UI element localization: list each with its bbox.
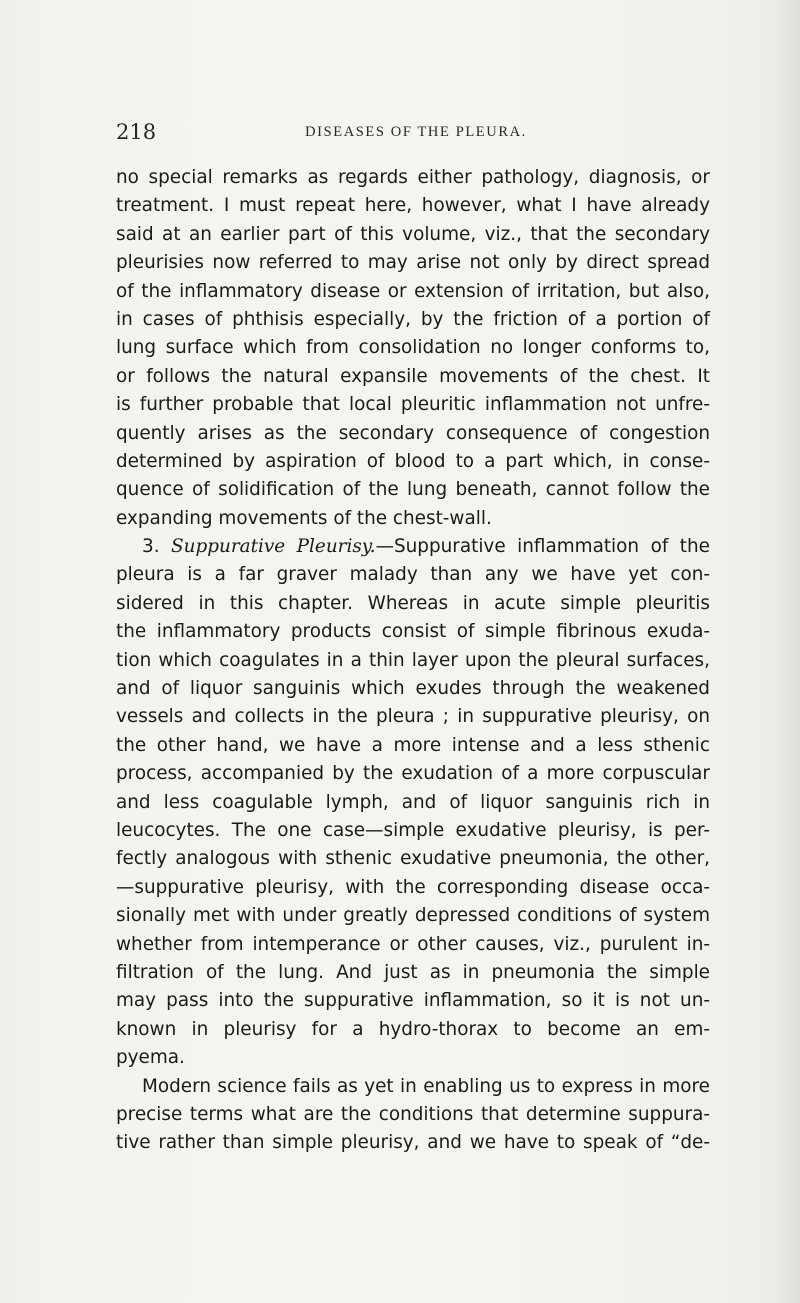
text-line: sidered in this chapter. Whereas in acute simple pleuritis (116, 592, 710, 614)
text-line: precise terms what are the conditions that determine suppura- (116, 1103, 710, 1125)
text-line: quence of solidification of the lung beneath, cannot follow the (116, 479, 710, 501)
text-line: may pass into the suppurative inflammation, so it is not un- (116, 990, 710, 1012)
text-line: whether from intemperance or other causes, viz., purulent in- (116, 933, 710, 955)
text-line: in cases of phthisis especially, by the friction of a portion of (116, 308, 710, 330)
text-line: pyema. (116, 1047, 185, 1069)
text-line: pleurisies now referred to may arise not only by direct spread (116, 252, 710, 274)
running-head: DISEASES OF THE PLEURA. (305, 124, 527, 140)
page-edge-shadow (774, 0, 800, 1303)
text-line: vessels and collects in the pleura ; in suppurative pleurisy, on (116, 706, 710, 728)
body-text (116, 164, 710, 1158)
text-line: sionally met with under greatly depressed conditions of system (116, 905, 710, 927)
section-first-line-rest: —Suppurative inflammation of the (375, 536, 710, 558)
text-line: or follows the natural expansile movements of the chest. It (116, 365, 710, 387)
text-line: expanding movements of the chest-wall. (116, 507, 492, 529)
page-header (116, 118, 716, 146)
text-line: treatment. I must repeat here, however, what I have already (116, 195, 710, 217)
text-line: of the inflammatory disease or extension of irritation, but also, (116, 280, 710, 302)
section-number: 3. (142, 536, 160, 558)
text-line: tion which coagulates in a thin layer upon the pleural surfaces, (116, 649, 710, 671)
text-line: is further probable that local pleuritic inflammation not unfre- (116, 394, 710, 416)
text-line: Modern science fails as yet in enabling us to express in more (142, 1075, 710, 1097)
text-line: —suppurative pleurisy, with the corresponding disease occa- (116, 876, 710, 898)
text-line: known in pleurisy for a hydro-thorax to become an em- (116, 1018, 710, 1040)
text-line: filtration of the lung. And just as in pneumonia the simple (116, 961, 710, 983)
text-line: determined by aspiration of blood to a part which, in conse- (116, 450, 710, 472)
text-line: the other hand, we have a more intense and a less sthenic (116, 734, 710, 756)
section-title: Suppurative Pleurisy. (171, 536, 376, 558)
text-line: tive rather than simple pleurisy, and we have to speak of “de- (116, 1132, 710, 1154)
text-line: lung surface which from consolidation no longer conforms to, (116, 337, 710, 359)
text-line: and of liquor sanguinis which exudes through the weakened (116, 678, 710, 700)
page-number: 218 (116, 120, 157, 144)
text-line: leucocytes. The one case—simple exudative pleurisy, is per- (116, 819, 710, 841)
text-line: the inflammatory products consist of simple fibrinous exuda- (116, 621, 710, 643)
text-line: said at an earlier part of this volume, viz., that the secondary (116, 223, 710, 245)
text-line: quently arises as the secondary consequence of congestion (116, 422, 710, 444)
text-line: process, accompanied by the exudation of a more corpuscular (116, 763, 710, 785)
text-line: fectly analogous with sthenic exudative pneumonia, the other, (116, 848, 710, 870)
section-heading-line (116, 533, 710, 561)
text-line: no special remarks as regards either pathology, diagnosis, or (116, 167, 710, 188)
text-line: and less coagulable lymph, and of liquor sanguinis rich in (116, 791, 710, 813)
text-line: pleura is a far graver malady than any we have yet con- (116, 564, 710, 586)
